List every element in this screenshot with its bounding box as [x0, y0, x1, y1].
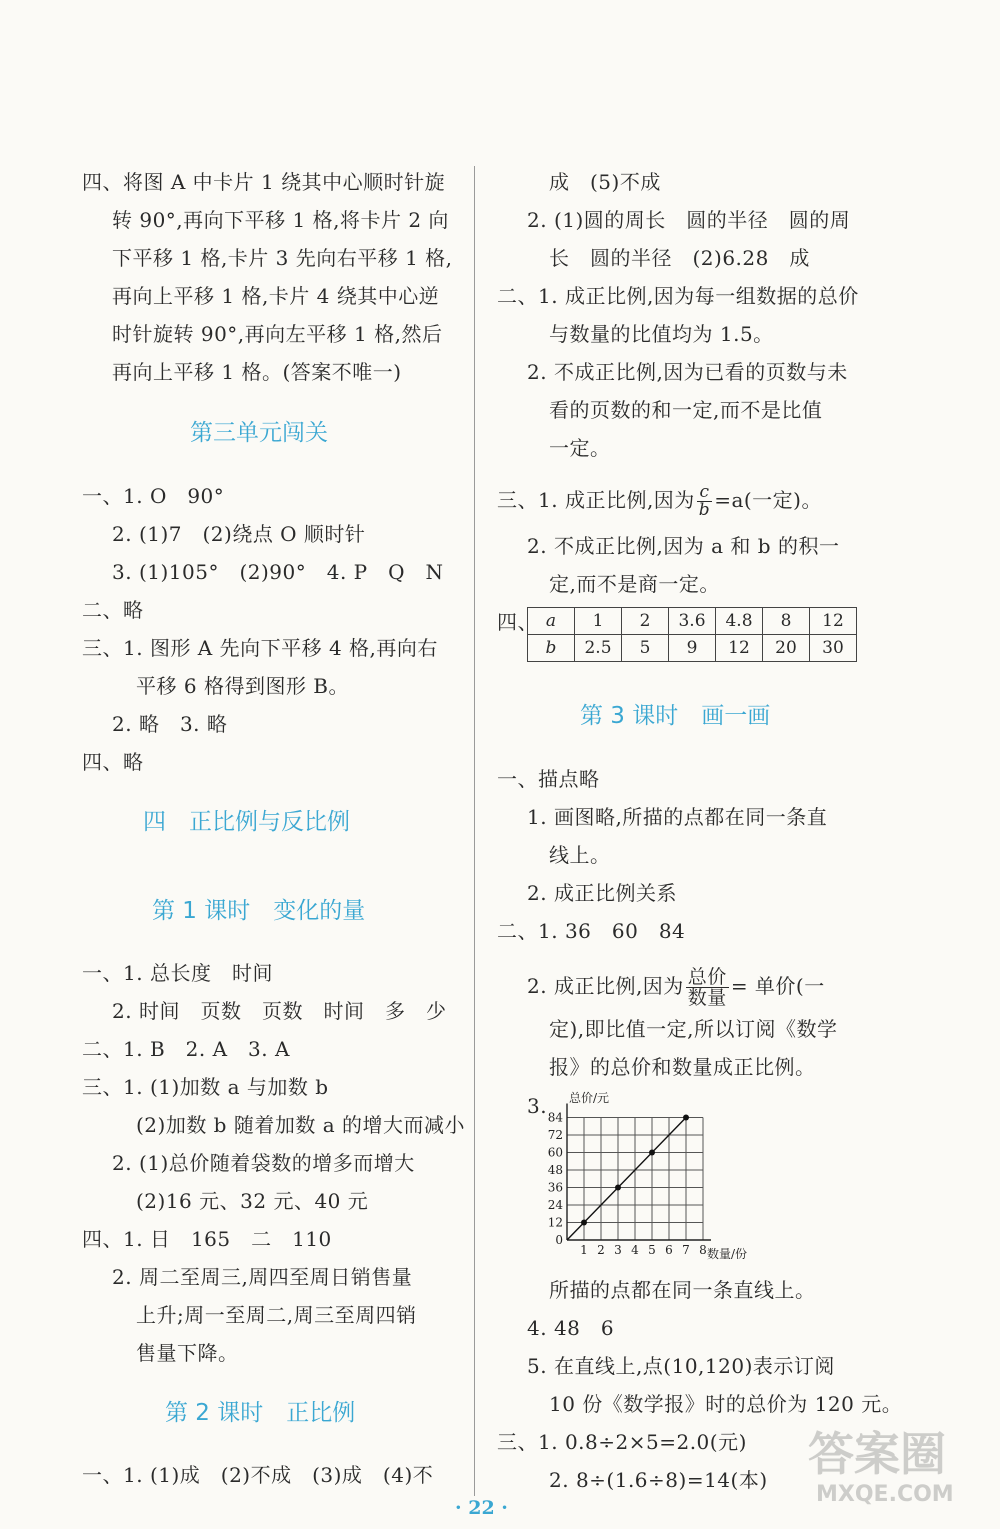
x-axis-label: 数量/份 [707, 1247, 748, 1260]
section-title: 第三单元闯关 [190, 420, 328, 446]
answer-line: 再向上平移 1 格。(答案不唯一) [112, 360, 402, 384]
graph-grid [567, 1118, 703, 1241]
graph-axes [567, 1104, 711, 1241]
y-tick-label: 84 [547, 1110, 563, 1125]
x-tick-label: 1 [580, 1243, 588, 1257]
answer-line: 2. 8÷(1.6÷8)=14(本) [549, 1468, 768, 1492]
y-tick-label: 24 [547, 1198, 563, 1212]
answer-line: 线上。 [549, 843, 611, 867]
price-quantity-graph [527, 1090, 767, 1260]
answer-line: 上升;周一至周二,周三至周四销 [136, 1303, 417, 1327]
fraction: $\frac{\text{总价}}{\text{数量}}$ [687, 966, 727, 1009]
answer-line: 看的页数的和一定,而不是比值 [549, 398, 823, 422]
answer-line: 2. 成正比例关系 [527, 881, 677, 905]
answer-line: 三、1. (1)加数 a 与加数 b [82, 1075, 329, 1099]
data-point [683, 1115, 689, 1121]
x-tick-label: 6 [665, 1243, 673, 1257]
y-tick-label: 48 [547, 1163, 563, 1177]
table-cell: 12 [716, 635, 763, 662]
answer-line: 所描的点都在同一条直线上。 [549, 1278, 816, 1302]
answer-line: 3. [527, 1094, 548, 1118]
answer-line: 2. 不成正比例,因为 a 和 b 的积一 [527, 534, 840, 558]
table-cell: 1 [575, 608, 622, 635]
answer-line: 四、 [497, 610, 538, 634]
watermark-url: MXQE.COM [816, 1482, 954, 1507]
answer-line: 2. (1)总价随着袋数的增多而增大 [112, 1151, 415, 1175]
answer-line: 售量下降。 [136, 1341, 239, 1365]
page-number: · 22 · [455, 1497, 508, 1519]
graph-ticks [548, 1091, 747, 1260]
answer-line: 成 (5)不成 [549, 170, 661, 194]
y-axis-label: 总价/元 [569, 1091, 610, 1105]
answer-line: 1. 画图略,所描的点都在同一条直 [527, 805, 828, 829]
watermark-text: 答案圈 [808, 1427, 946, 1481]
answer-line: 定),即比值一定,所以订阅《数学 [549, 1017, 838, 1041]
answer-line: 3. (1)105° (2)90° 4. P Q N [112, 560, 444, 584]
watermark [808, 1418, 988, 1518]
table-row [528, 608, 857, 635]
table-cell: 12 [810, 608, 857, 635]
graph-marks [567, 1115, 689, 1241]
section-title: 四 正比例与反比例 [143, 809, 350, 835]
answer-line: 二、1. B 2. A 3. A [82, 1037, 290, 1061]
y-tick-label: 0 [555, 1233, 563, 1247]
answer-line: 2. 周二至周三,周四至周日销售量 [112, 1265, 413, 1289]
answer-line: 一、1. O 90° [82, 484, 225, 508]
y-tick-label: 60 [547, 1145, 563, 1160]
answer-line: (2)加数 b 随着加数 a 的增大而减小 [136, 1113, 465, 1137]
answer-line: 四、1. 日 165 二 110 [82, 1227, 332, 1251]
answer-line: 10 份《数学报》时的总价为 120 元。 [549, 1392, 903, 1416]
answer-line: 与数量的比值均为 1.5。 [549, 322, 774, 346]
table-cell: 3.6 [669, 608, 716, 635]
table-cell: b [528, 635, 575, 662]
answer-line: 一、1. (1)成 (2)不成 (3)成 (4)不 [82, 1463, 434, 1487]
answer-line: 长 圆的半径 (2)6.28 成 [549, 246, 810, 270]
x-tick-label: 4 [631, 1243, 639, 1257]
x-tick-label: 2 [597, 1243, 605, 1257]
x-tick-label: 3 [614, 1243, 622, 1257]
table-cell: 4.8 [716, 608, 763, 635]
answer-line: 时针旋转 90°,再向左平移 1 格,然后 [112, 322, 443, 346]
table-cell: 8 [763, 608, 810, 635]
table-cell: a [528, 608, 575, 635]
answer-line: 5. 在直线上,点(10,120)表示订阅 [527, 1354, 835, 1378]
answer-line: 四、将图 A 中卡片 1 绕其中心顺时针旋 [82, 170, 446, 194]
table-cell: 2 [622, 608, 669, 635]
answer-line: 二、1. 成正比例,因为每一组数据的总价 [497, 284, 859, 308]
answer-line: 2. 不成正比例,因为已看的页数与未 [527, 360, 848, 384]
answer-line: 四、略 [82, 750, 144, 774]
x-tick-label: 8 [699, 1243, 707, 1257]
answer-line: 再向上平移 1 格,卡片 4 绕其中心逆 [112, 284, 440, 308]
answer-line: 二、略 [82, 598, 144, 622]
table-cell: 9 [669, 635, 716, 662]
section-title: 第 1 课时 变化的量 [152, 898, 366, 924]
answer-line: 一定。 [549, 436, 611, 460]
table-row [528, 635, 857, 662]
data-point [615, 1185, 621, 1191]
table-cell: 30 [810, 635, 857, 662]
answer-line: 2. (1)圆的周长 圆的半径 圆的周 [527, 208, 851, 232]
answer-line: 4. 48 6 [527, 1316, 615, 1340]
y-tick-label: 36 [547, 1180, 563, 1195]
answer-line: 三、1. 0.8÷2×5=2.0(元) [497, 1430, 747, 1454]
answer-line: (2)16 元、32 元、40 元 [136, 1189, 369, 1213]
answer-line: 三、1. 图形 A 先向下平移 4 格,再向右 [82, 636, 438, 660]
table-cell: 20 [763, 635, 810, 662]
section-title: 第 2 课时 正比例 [165, 1400, 356, 1426]
answer-line-fraction-2: 2. 成正比例,因为 $\frac{\text{总价}}{\text{数量}}$ = 单价(一 [527, 966, 825, 1009]
answer-line: 报》的总价和数量成正比例。 [549, 1055, 816, 1079]
answer-line: 2. 时间 页数 页数 时间 多 少 [112, 999, 447, 1023]
ab-value-table [527, 607, 857, 662]
answer-line: 一、1. 总长度 时间 [82, 961, 273, 985]
column-divider [474, 166, 475, 1496]
answer-line: 2. 略 3. 略 [112, 712, 228, 736]
answer-line: 定,而不是商一定。 [549, 572, 720, 596]
x-tick-label: 5 [648, 1243, 656, 1257]
answer-line: 下平移 1 格,卡片 3 先向右平移 1 格, [112, 246, 453, 270]
table-cell: 5 [622, 635, 669, 662]
answer-line: 2. (1)7 (2)绕点 O 顺时针 [112, 522, 366, 546]
y-tick-label: 72 [547, 1128, 563, 1142]
y-tick-label: 12 [547, 1215, 563, 1230]
fraction: $\frac{c}{b}$ [698, 482, 711, 520]
section-title: 第 3 课时 画一画 [580, 703, 771, 729]
answer-line: 转 90°,再向下平移 1 格,将卡片 2 向 [112, 208, 449, 232]
answer-line-fraction-1: 三、1. 成正比例,因为 $\frac{c}{b}$ =a(一定)。 [497, 482, 822, 520]
answer-line: 一、描点略 [497, 767, 600, 791]
answer-line: 平移 6 格得到图形 B。 [136, 674, 349, 698]
x-tick-label: 7 [682, 1243, 690, 1257]
table-cell: 2.5 [575, 635, 622, 662]
data-point [649, 1150, 655, 1156]
data-point [581, 1220, 587, 1226]
answer-line: 二、1. 36 60 84 [497, 919, 686, 943]
